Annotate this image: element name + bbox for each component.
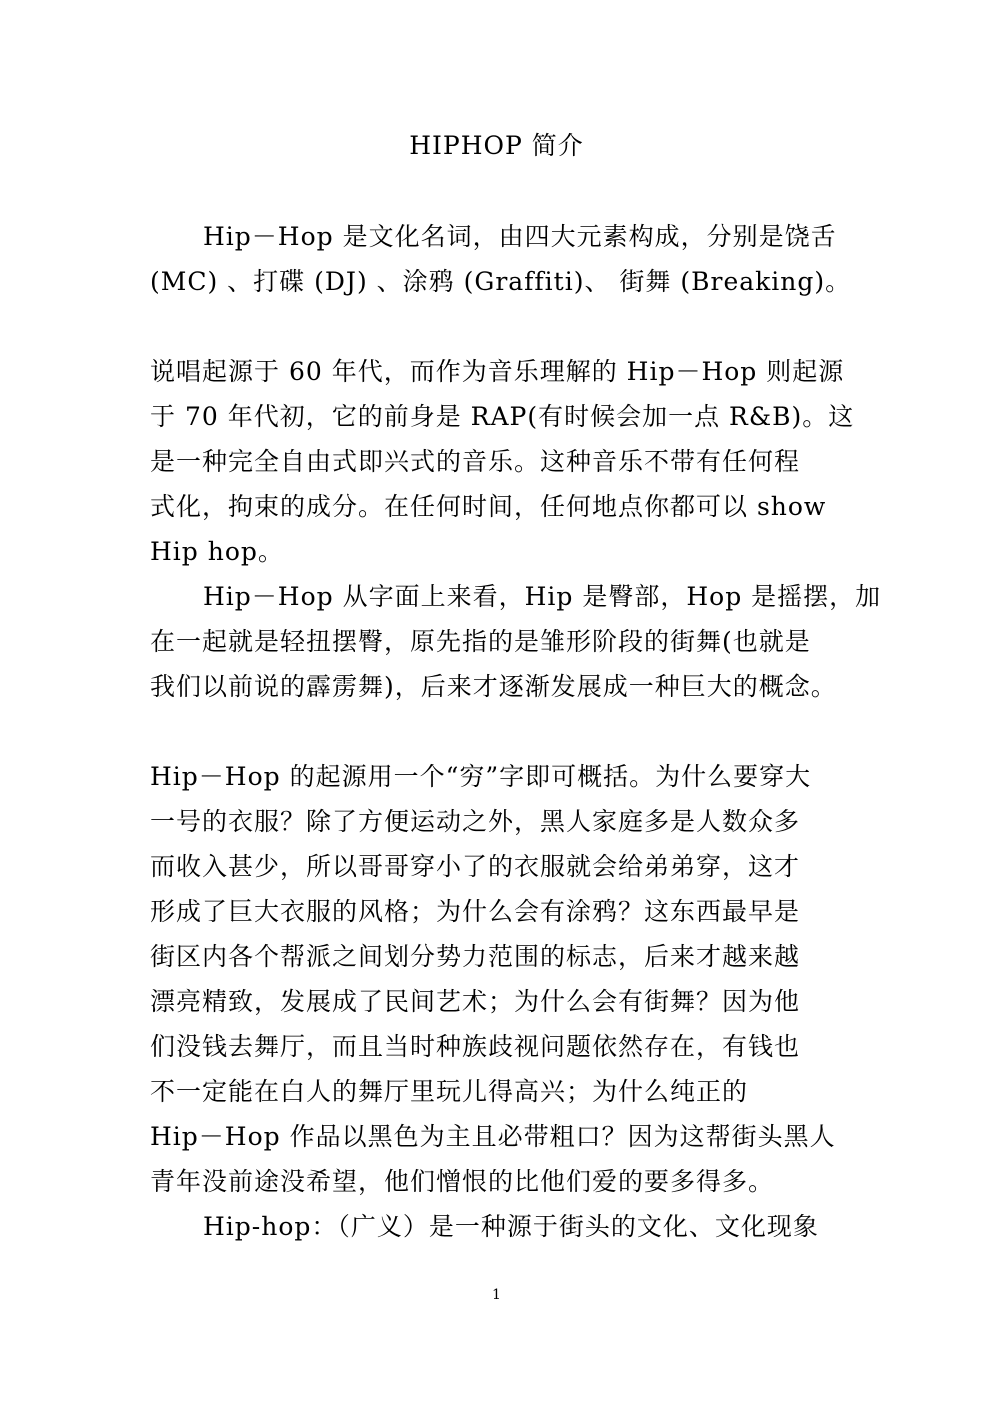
text-line: 不一定能在白人的舞厅里玩儿得高兴；为什么纯正的 [150, 1077, 749, 1106]
text-line: 而收入甚少，所以哥哥穿小了的衣服就会给弟弟穿，这才 [150, 852, 801, 881]
text-line: 街区内各个帮派之间划分势力范围的标志，后来才越来越 [150, 942, 801, 971]
text-line: 一号的衣服？除了方便运动之外，黑人家庭多是人数众多 [150, 807, 801, 836]
text-line: 式化，拘束的成分。在任何时间，任何地点你都可以 show [150, 492, 827, 521]
text-line: Hip－Hop 的起源用一个“穷”字即可概括。为什么要穿大 [150, 762, 812, 791]
text-line: 是一种完全自由式即兴式的音乐。这种音乐不带有任何程 [150, 447, 801, 476]
text-line: 们没钱去舞厅，而且当时种族歧视问题依然存在，有钱也 [150, 1032, 801, 1061]
text-line: 我们以前说的霹雳舞)，后来才逐渐发展成一种巨大的概念。 [150, 672, 837, 701]
text-line: Hip－Hop 是文化名词，由四大元素构成，分别是饶舌 [203, 222, 837, 251]
text-line: (MC) 、打碟 (DJ) 、涂鸦 (Graffiti)、 街舞 (Breaking)。 [150, 267, 852, 296]
text-line: Hip－Hop 从字面上来看，Hip 是臀部，Hop 是摇摆，加 [203, 582, 882, 611]
text-line: Hip－Hop 作品以黑色为主且必带粗口？因为这帮街头黑人 [150, 1122, 836, 1151]
text-line: Hip-hop：（广义）是一种源于街头的文化、文化现象 [203, 1212, 819, 1241]
text-line: Hip hop。 [150, 537, 284, 566]
text-line: 于 70 年代初，它的前身是 RAP(有时候会加一点 R&B)。这 [150, 402, 855, 431]
document-title: HIPHOP 简介 [409, 131, 584, 160]
text-line: 说唱起源于 60 年代，而作为音乐理解的 Hip－Hop 则起源 [150, 357, 845, 386]
text-line: 在一起就是轻扭摆臀，原先指的是雏形阶段的街舞(也就是 [150, 627, 811, 656]
text-line: 漂亮精致，发展成了民间艺术；为什么会有街舞？因为他 [150, 987, 801, 1016]
text-line: 形成了巨大衣服的风格；为什么会有涂鸦？这东西最早是 [150, 897, 801, 926]
text-line: 青年没前途没希望，他们憎恨的比他们爱的要多得多。 [150, 1167, 775, 1196]
page-number: 1 [492, 1287, 501, 1303]
